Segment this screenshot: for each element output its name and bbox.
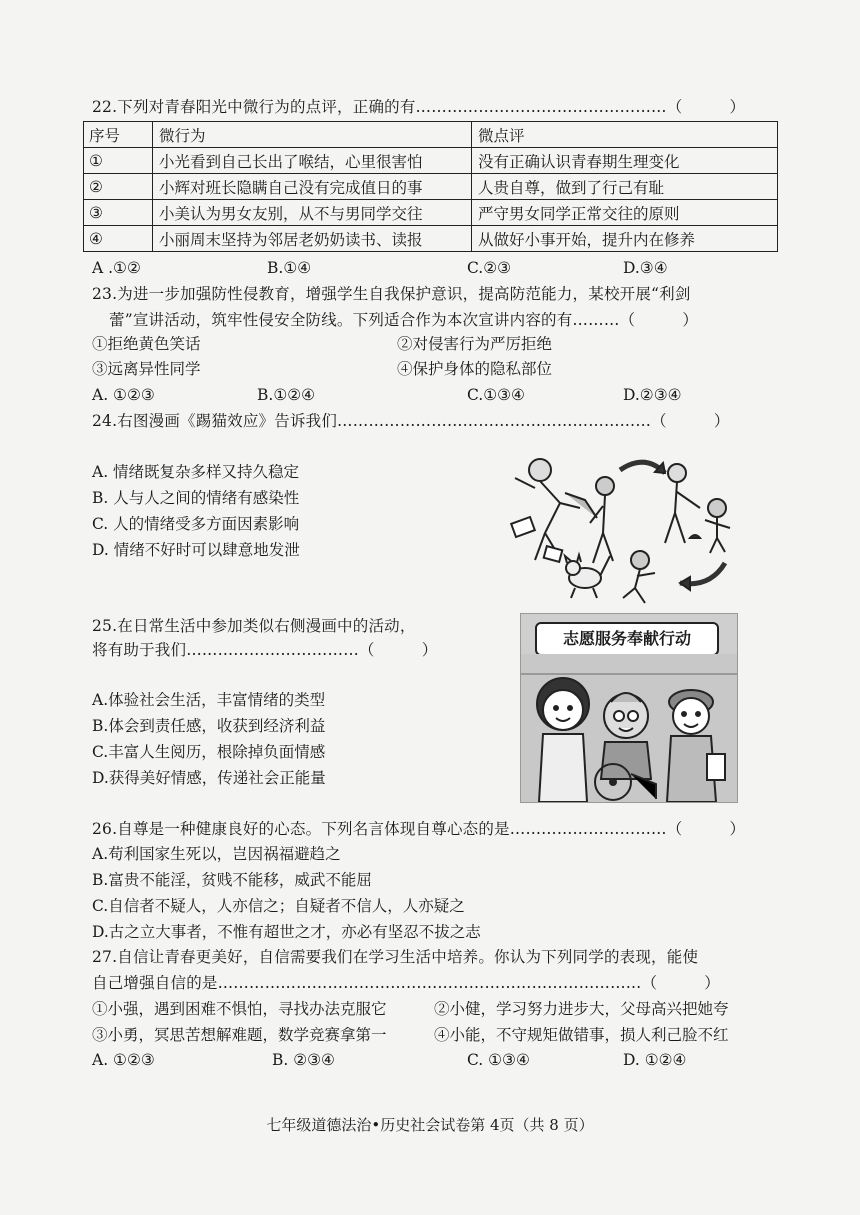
q25-option-b[interactable]: B.体会到责任感，收获到经济利益 (92, 717, 326, 735)
q24-option-a[interactable]: A. 情绪既复杂多样又持久稳定 (92, 463, 300, 481)
q26-option-d[interactable]: D.古之立大事者，不惟有超世之才，亦必有坚忍不拔之志 (92, 923, 481, 941)
table-cell: 人贵自尊，做到了行己有耻 (472, 174, 778, 200)
table-cell: 从做好小事开始，提升内在修养 (472, 226, 778, 252)
q23-item-1: ①拒绝黄色笑话 (92, 335, 201, 353)
table-cell: 小光看到自己长出了喉结，心里很害怕 (153, 148, 472, 174)
q27-item-3: ③小勇，冥思苦想解难题，数学竞赛拿第一 (92, 1026, 387, 1044)
table-cell: ② (84, 174, 153, 200)
table-row (84, 226, 778, 252)
q24-option-d[interactable]: D. 情绪不好时可以肆意地发泄 (92, 541, 300, 559)
q22-stem: 22.下列对青春阳光中微行为的点评，正确的有…………………………………………（ ） (92, 98, 746, 116)
q27-stem-line2: 自己增强自信的是………………………………………………………………………（ ） (92, 974, 721, 992)
q25-stem-line2: 将有助于我们……………………………（ ） (92, 641, 438, 659)
q27-option-d[interactable]: D. ①②④ (623, 1051, 687, 1069)
q27-option-c[interactable]: C. ①③④ (467, 1051, 530, 1069)
table-cell: 严守男女同学正常交往的原则 (472, 200, 778, 226)
q27-item-2: ②小健，学习努力进步大，父母高兴把她夸 (434, 1000, 729, 1018)
volunteer-banner: 志愿服务奉献行动 (535, 622, 719, 656)
q23-option-a[interactable]: A. ①②③ (92, 386, 155, 404)
q25-stem-line1: 25.在日常生活中参加类似右侧漫画中的活动， (92, 617, 416, 635)
q25-option-c[interactable]: C.丰富人生阅历，根除掉负面情感 (92, 743, 326, 761)
q23-stem-line2: 蕾”宣讲活动，筑牢性侵安全防线。下列适合作为本次宣讲内容的有………（ ） (109, 311, 699, 329)
q23-item-2: ②对侵害行为严厉拒绝 (397, 335, 553, 353)
q26-option-c[interactable]: C.自信者不疑人，人亦信之；自疑者不信人，人亦疑之 (92, 897, 465, 915)
q23-option-c[interactable]: C.①③④ (467, 386, 525, 404)
q27-item-1: ①小强，遇到困难不惧怕，寻找办法克服它 (92, 1000, 387, 1018)
table-cell: ① (84, 148, 153, 174)
q22-table (83, 121, 778, 252)
q25-option-a[interactable]: A.体验社会生活，丰富情绪的类型 (92, 691, 326, 709)
q26-option-b[interactable]: B.富贵不能淫，贫贱不能移，威武不能屈 (92, 871, 372, 889)
volunteer-figures (521, 654, 737, 802)
table-header-cell: 序号 (84, 122, 153, 148)
page-footer: 七年级道德法治•历史社会试卷第 4页（共 8 页） (266, 1116, 594, 1134)
q23-stem-line1: 23.为进一步加强防性侵教育，增强学生自我保护意识，提高防范能力，某校开展“利剑 (92, 285, 691, 303)
q27-stem-line1: 27.自信让青春更美好，自信需要我们在学习生活中培养。你认为下列同学的表现，能使 (92, 948, 699, 966)
q26-option-a[interactable]: A.苟利国家生死以，岂因祸福避趋之 (92, 845, 341, 863)
table-cell: 小美认为男女友别，从不与男同学交往 (153, 200, 472, 226)
table-row (84, 200, 778, 226)
table-row (84, 148, 778, 174)
q23-item-4: ④保护身体的隐私部位 (397, 360, 553, 378)
q25-option-d[interactable]: D.获得美好情感，传递社会正能量 (92, 769, 326, 787)
q26-stem: 26.自尊是一种健康良好的心态。下列名言体现自尊心态的是…………………………（ ） (92, 820, 746, 838)
table-cell: ④ (84, 226, 153, 252)
q22-option-a[interactable]: A .①② (92, 259, 141, 277)
q22-option-c[interactable]: C.②③ (467, 259, 512, 277)
table-cell: 没有正确认识青春期生理变化 (472, 148, 778, 174)
q27-option-b[interactable]: B. ②③④ (272, 1051, 335, 1069)
table-header-cell: 微点评 (472, 122, 778, 148)
q22-option-d[interactable]: D.③④ (623, 259, 668, 277)
q24-option-b[interactable]: B. 人与人之间的情绪有感染性 (92, 489, 300, 507)
volunteer-cartoon (520, 613, 738, 803)
q22-option-b[interactable]: B.①④ (267, 259, 312, 277)
table-cell: 小丽周末坚持为邻居老奶奶读书、读报 (153, 226, 472, 252)
table-header-row (84, 122, 778, 148)
q24-stem: 24.右图漫画《踢猫效应》告诉我们……………………………………………………（ ） (92, 412, 730, 430)
q23-option-d[interactable]: D.②③④ (623, 386, 682, 404)
q27-option-a[interactable]: A. ①②③ (92, 1051, 155, 1069)
q23-item-3: ③远离异性同学 (92, 360, 201, 378)
kick-the-cat-cartoon (505, 448, 745, 610)
table-header-cell: 微行为 (153, 122, 472, 148)
table-cell: ③ (84, 200, 153, 226)
q27-item-4: ④小能，不守规矩做错事，损人利己脸不红 (434, 1026, 729, 1044)
q24-option-c[interactable]: C. 人的情绪受多方面因素影响 (92, 515, 300, 533)
table-row (84, 174, 778, 200)
q23-option-b[interactable]: B.①②④ (257, 386, 316, 404)
table-cell: 小辉对班长隐瞒自己没有完成值日的事 (153, 174, 472, 200)
